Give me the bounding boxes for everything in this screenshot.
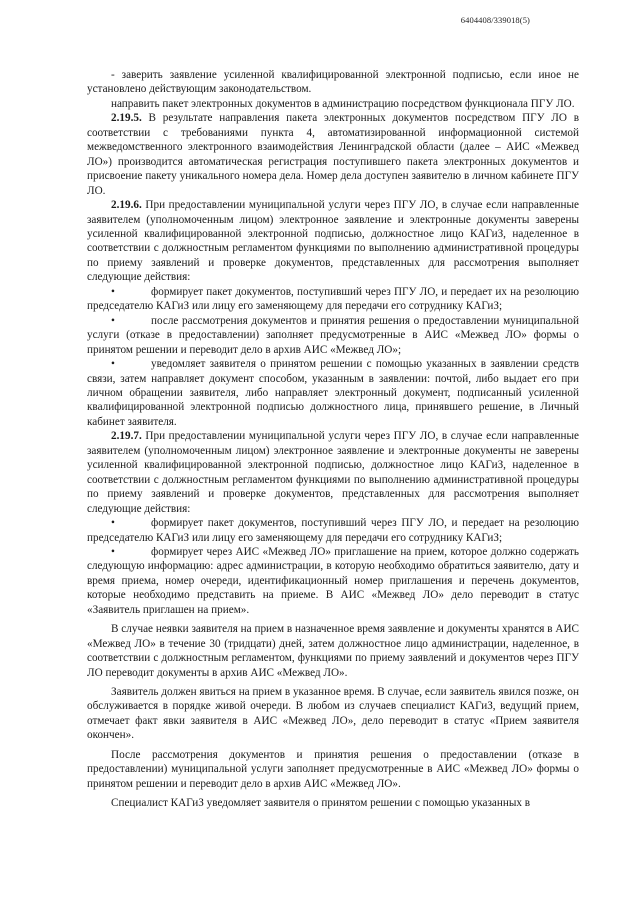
document-body [87,68,579,811]
list-item [87,516,579,545]
paragraph-text: При предоставлении муниципальной услуги через ПГУ ЛО, в случае если направленные заявителем (уполномоченным лицом) электронное заявление и электронные документы заверены усиленной квалифицированной электронной подписью, должностное лицо КАГиЗ, наделенное в соответствии с должностным регламентом функциями по выполнению административной процедуры по приему заявлений и проверке документов, представленных для рассмотрения выполняет следующие действия: [87,199,579,284]
clause-2-19-5 [87,111,579,198]
clause-number: 2.19.5. [111,112,142,125]
paragraph-text: В случае неявки заявителя на прием в назначенное время заявление и документы хранятся в АИС «Межвед ЛО» в течение 30 (тридцати) дней, затем должностное лицо администрации, наделенное, в соответствии с должностным регламентом, функциями по приему заявлений и документов через ПГУ ЛО переводит документы в архив АИС «Межвед ЛО». [87,623,579,679]
bullet-icon: • [111,358,115,371]
paragraph-no-show [87,622,579,680]
clause-number: 2.19.7. [111,430,142,443]
clause-2-19-6 [87,198,579,285]
paragraph-text: После рассмотрения документов и принятия решения о предоставлении (отказе в предоставлении) муниципальной услуги заполняет предусмотренные в АИС «Межвед ЛО» формы о принятом решении и переводит дело в архив АИС «Межвед ЛО». [87,748,579,790]
document-id: 6404408/339018(5) [460,15,530,25]
clause-number: 2.19.6. [111,199,142,212]
list-item-text: уведомляет заявителя о принятом решении с помощью указанных в заявлении средств связи, затем направляет документ способом, указанным в заявлении: почтой, либо выдает его при личном обращении заявителя, либо направляет электронный документ, подписанный усиленной квалифицированной электронной подписью должностного лица, принявшего решение, в Личный кабинет заявителя. [87,358,579,428]
paragraph-text: В результате направления пакета электронных документов посредством ПГУ ЛО в соответствии с требованиями пункта 4, автоматизированной информационной системой межведомственного электронного взаимодействия Ленинградской области (далее – АИС «Межвед ЛО») производится автоматическая регистрация поступившего пакета электронных документов и присвоение пакету уникального номера дела. Номер дела доступен заявителю в личном кабинете ПГУ ЛО. [87,112,579,197]
list-item [87,357,579,429]
bullet-icon: • [111,545,115,558]
list-item [87,314,579,357]
paragraph-text: Заявитель должен явиться на прием в указанное время. В случае, если заявитель явился позже, он обслуживается в порядке живой очереди. В любом из случаев специалист КАГиЗ, ведущий прием, отмечает факт явки заявителя в АИС «Межвед ЛО», дело переводит в статус «Прием заявителя окончен». [87,686,579,742]
paragraph-decision [87,748,579,791]
list-item-text: после рассмотрения документов и принятия решения о предоставлении муниципальной услуги (отказе в предоставлении) заполняет предусмотренные в АИС «Межвед ЛО» формы о принятом решении и переводит дело в архив АИС «Межвед ЛО»; [87,314,579,356]
paragraph-text: - заверить заявление усиленной квалифицированной электронной подписью, если иное не установлено действующим законодательством. [87,69,579,96]
paragraph-text: направить пакет электронных документов в администрацию посредством функционала ПГУ ЛО. [111,97,575,110]
list-item-text: формирует пакет документов, поступивший через ПГУ ЛО, и передает их на резолюцию председателю КАГиЗ или лицу его заменяющему для передачи его сотруднику КАГиЗ; [87,285,579,313]
bullet-icon: • [111,314,115,327]
list-item [87,285,579,314]
list-item-text: формирует через АИС «Межвед ЛО» приглашение на прием, которое должно содержать следующую информацию: адрес администрации, в которую необходимо обратиться заявителю, дату и время приема, номер очереди, идентификационный номер приглашения и перечень документов, которые необходимо представить на приеме. В АИС «Межвед ЛО» дело переводит в статус «Заявитель приглашен на прием». [87,545,579,616]
list-item-text: формирует пакет документов, поступивший через ПГУ ЛО, и передает на резолюцию председателю КАГиЗ или лицу его заменяющему для передачи его сотруднику КАГиЗ; [87,517,579,544]
bullet-icon: • [111,285,115,298]
paragraph-text: При предоставлении муниципальной услуги через ПГУ ЛО, в случае если направленные заявителем (уполномоченным лицом) электронное заявление и электронные документы не заверены усиленной квалифицированной электронной подписью, должностное лицо КАГиЗ, наделенное в соответствии с должностным регламентом функциями по выполнению административной процедуры по приему заявлений и проверке документов, представленных для рассмотрения выполняет следующие действия: [87,430,579,515]
paragraph-sign-requirement [87,68,579,97]
list-item [87,545,579,617]
paragraph-notify [87,796,579,810]
clause-2-19-7 [87,429,579,516]
paragraph-send-package [87,97,579,111]
bullet-icon: • [111,517,115,530]
paragraph-appointment [87,685,579,743]
paragraph-text: Специалист КАГиЗ уведомляет заявителя о принятом решении с помощью указанных в [111,797,531,810]
